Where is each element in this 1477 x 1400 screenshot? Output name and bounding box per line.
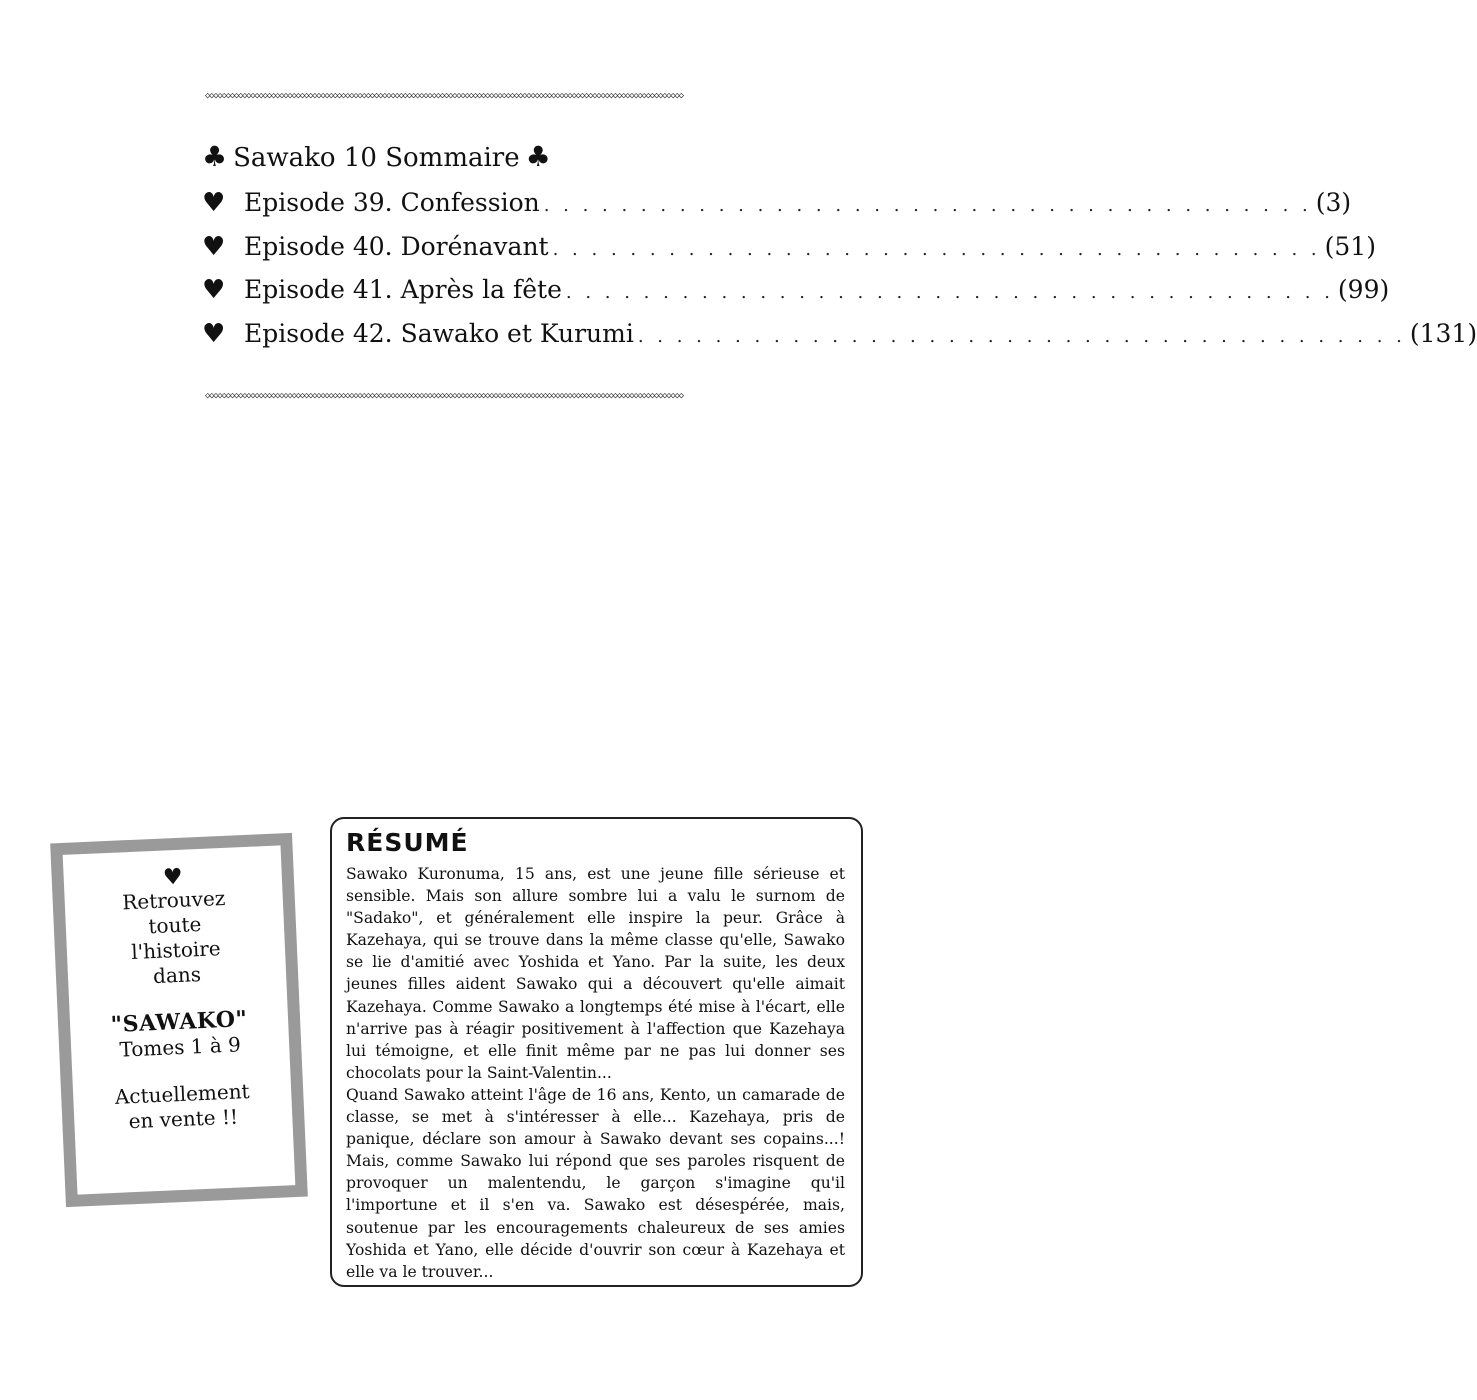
resume-paragraph: Quand Sawako atteint l'âge de 16 ans, Kento, un camarade de classe, se met à s'intéresser à elle... Kazehaya, pris de panique, déclare son amour à Sawako devant ses copains...! Mais, comme Sawako lui répond que ses paroles risquent de provoquer un malentendu, le garçon s'imagine qu'il l'importune et il s'en va. Sawako est désespérée, mais, soutenue par les encouragements chaleureux de ses amies Yoshida et Yano, elle décide d'ouvrir son cœur à Kazehaya et elle va le trouver... (346, 1085, 845, 1281)
toc-entry-label: Episode 40. Dorénavant (244, 231, 549, 261)
toc-entry-page: (131) (1409, 318, 1477, 348)
toc-entry[interactable] (202, 231, 1376, 276)
toc-entry-label: Episode 42. Sawako et Kurumi (244, 318, 634, 348)
toc-leader-dots: . . . . . . . . . . . . . . . . . . . . . . . . . . . . . . . . . . . . . . . . (543, 195, 1312, 216)
toc-title-text: Sawako 10 Sommaire (233, 143, 520, 173)
heart-icon: ♥ (202, 231, 226, 262)
promo-text (63, 863, 292, 1136)
toc-entry[interactable] (202, 188, 1352, 232)
club-icon: ♣ (202, 140, 228, 173)
promo-line: Retrouvez (121, 885, 226, 915)
toc-leader-dots: . . . . . . . . . . . . . . . . . . . . . . . . . . . . . . . . . . . . . . . . (637, 325, 1406, 347)
promo-sale-line: en vente !! (128, 1104, 239, 1134)
toc-entry-page: (3) (1315, 188, 1352, 217)
table-of-contents (202, 188, 1477, 362)
toc-title (202, 138, 702, 177)
toc-leader-dots: . . . . . . . . . . . . . . . . . . . . . . . . . . . . . . . . . . . . . . . . (565, 282, 1334, 303)
toc-entry[interactable] (202, 318, 1477, 363)
decorative-rule-bottom: ◇◇◇◇◇◇◇◇◇◇◇◇◇◇◇◇◇◇◇◇◇◇◇◇◇◇◇◇◇◇◇◇◇◇◇◇◇◇◇◇◇◇◇◇◇◇◇◇◇◇◇◇◇◇◇◇◇◇◇◇◇◇◇◇◇◇◇◇◇◇◇◇◇◇◇◇◇◇◇◇◇◇◇◇◇◇◇◇◇◇◇◇◇◇◇◇◇◇◇◇◇◇◇◇◇◇◇◇◇◇◇◇◇◇◇◇ (205, 391, 683, 401)
toc-leader-dots: . . . . . . . . . . . . . . . . . . . . . . . . . . . . . . . . . . . . . . . . (552, 238, 1321, 260)
heart-icon: ♥ (202, 275, 226, 305)
promo-line: toute (147, 911, 202, 939)
promo-series: "SAWAKO" (110, 1006, 249, 1038)
toc-entry-label: Episode 41. Après la fête (244, 275, 562, 304)
toc-entry-page: (99) (1337, 275, 1390, 304)
resume-text (346, 863, 845, 1283)
resume-box (330, 817, 863, 1287)
promo-box (50, 833, 308, 1207)
club-icon: ♣ (525, 140, 551, 173)
toc-entry-label: Episode 39. Confession (244, 188, 540, 217)
toc-entry[interactable] (202, 275, 1390, 319)
promo-sale-line: Actuellement (114, 1079, 251, 1109)
heart-icon: ♥ (202, 318, 226, 349)
decorative-rule-top: ◇◇◇◇◇◇◇◇◇◇◇◇◇◇◇◇◇◇◇◇◇◇◇◇◇◇◇◇◇◇◇◇◇◇◇◇◇◇◇◇◇◇◇◇◇◇◇◇◇◇◇◇◇◇◇◇◇◇◇◇◇◇◇◇◇◇◇◇◇◇◇◇◇◇◇◇◇◇◇◇◇◇◇◇◇◇◇◇◇◇◇◇◇◇◇◇◇◇◇◇◇◇◇◇◇◇◇◇◇◇◇◇◇◇◇◇ (205, 91, 683, 101)
heart-icon: ♥ (162, 864, 184, 891)
heart-icon: ♥ (202, 188, 226, 218)
promo-line: l'histoire (130, 936, 222, 965)
resume-title: RÉSUMÉ (346, 828, 469, 857)
promo-line: dans (152, 962, 202, 989)
toc-entry-page: (51) (1324, 231, 1376, 261)
resume-paragraph: Sawako Kuronuma, 15 ans, est une jeune fille sérieuse et sensible. Mais son allure sombre lui a valu le surnom de "Sadako", et généralement elle inspire la peur. Grâce à Kazehaya, qui se trouve dans la même classe qu'elle, Sawako se lie d'amitié avec Yoshida et Yano. Par la suite, les deux jeunes filles aident Sawako qui a découvert qu'elle aimait Kazehaya. Comme Sawako a longtemps été mise à l'écart, elle n'arrive pas à réagir positivement à l'affection que Kazehaya lui témoigne, et elle finit même par ne pas lui donner ses chocolats pour la Saint-Valentin... (346, 865, 845, 1082)
promo-volumes: Tomes 1 à 9 (119, 1032, 242, 1062)
